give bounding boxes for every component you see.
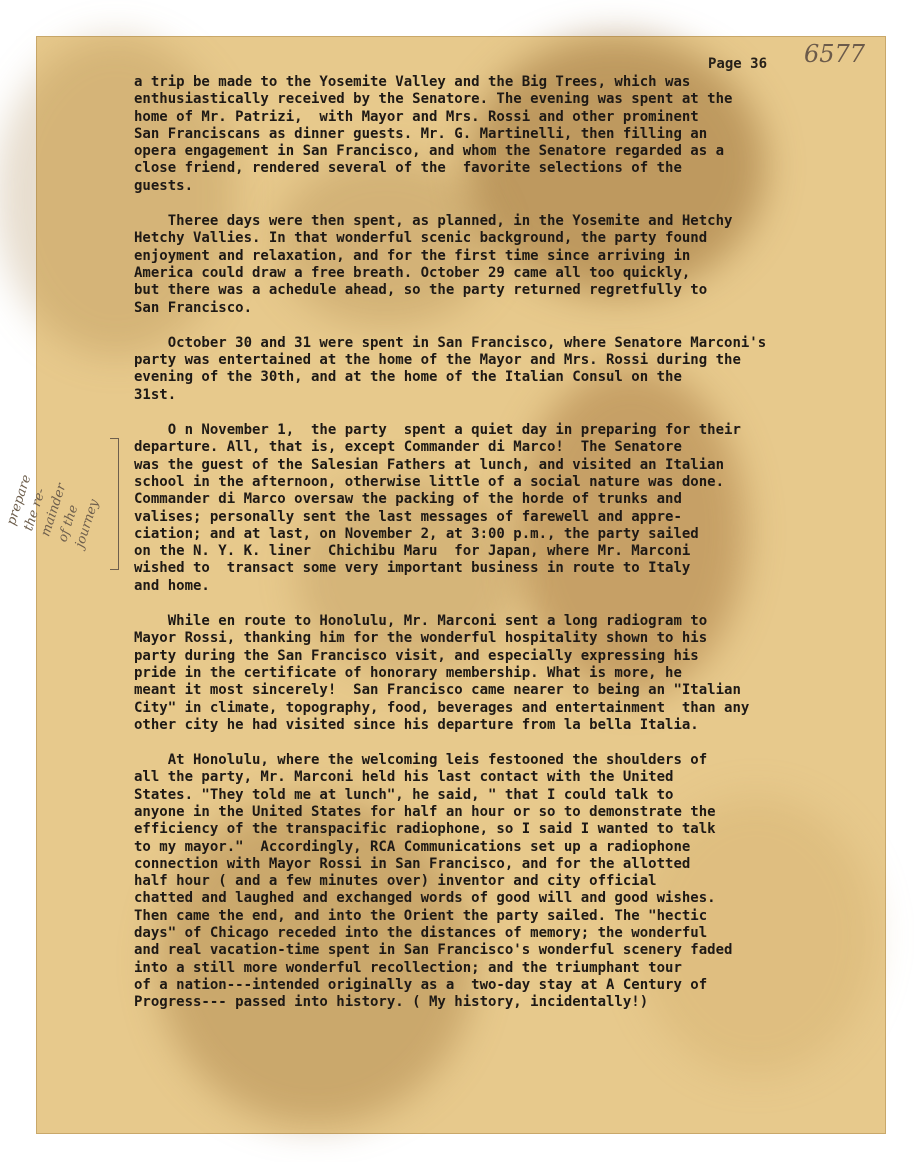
typed-page [4,36,886,1134]
paragraph: At Honolulu, where the welcoming leis festooned the shoulders of all the party, Mr. Marconi held his last contact with the United States. "They told me at lunch", he said, " that I could talk to anyone in the United States for half an hour or so to demonstrate the efficiency of the transpacific radiophone, so I said I wanted to talk to my mayor." Accordingly, RCA Communications set up a radiophone connection with Mayor Rossi in San Francisco, and for the allotted half hour ( and a few minutes over) inventor and city official chatted and laughed and exchanged words of good will and good wishes. Then came the end, and into the Orient the party sailed. The "hectic days" of Chicago receded into the distances of memory; the wonderful and real vacation-time spent in San Francisco's wonderful scenery faded into a still more wonderful recollection; and the triumphant tour of a nation---intended originally as a two-day stay at A Century of Progress--- passed into history. ( My history, incidentally!) [134,752,733,1011]
handwritten-margin-note: prepare the re- mainder of the journey [4,473,103,550]
paragraph: Theree days were then spent, as planned, in the Yosemite and Hetchy Hetchy Vallies. In that wonderful scenic background, the party found enjoyment and relaxation, and for the first time since arriving in America could draw a free breath. October 29 came all too quickly, but there was a achedule ahead, so the party returned regretfully to San Francisco. [134,213,733,316]
body-text [134,74,874,1030]
page-number: Page 36 [708,56,768,72]
paragraph: October 30 and 31 were spent in San Francisco, where Senatore Marconi's party was entertained at the home of the Mayor and Mrs. Rossi during the evening of the 30th, and at the home of the Italian Consul on the 31st. [134,334,767,403]
margin-bracket [110,438,119,570]
paragraph: O n November 1, the party spent a quiet day in preparing for their departure. All, that is, except Commander di Marco! The Senatore was the guest of the Salesian Fathers at lunch, and visited an Italian school in the afternoon, otherwise little of a social nature was done. Commander di Marco oversaw the packing of the horde of trunks and valises; personally sent the last messages of farewell and appre- ciation; and at last, on November 2, at 3:00 p.m., the party sailed on the N. Y. K. liner Chichibu Maru for Japan, where Mr. Marconi wished to transact some very important business in route to Italy and home. [134,422,741,594]
paragraph: a trip be made to the Yosemite Valley and the Big Trees, which was enthusiastically received by the Senatore. The evening was spent at the home of Mr. Patrizi, with Mayor and Mrs. Rossi and other prominent San Franciscans as dinner guests. Mr. G. Martinelli, then filling an opera engagement in San Francisco, and whom the Senatore regarded as a close friend, rendered several of the favorite selections of the guests. [134,74,733,194]
paragraph: While en route to Honolulu, Mr. Marconi sent a long radiogram to Mayor Rossi, thanking him for the wonderful hospitality shown to his party during the San Francisco visit, and especially expressing his pride in the certificate of honorary membership. What is more, he meant it most sincerely! San Francisco came nearer to being an "Italian City" in climate, topography, food, beverages and entertainment than any other city he had visited since his departure from la bella Italia. [134,613,750,733]
handwritten-number: 6577 [804,40,866,68]
